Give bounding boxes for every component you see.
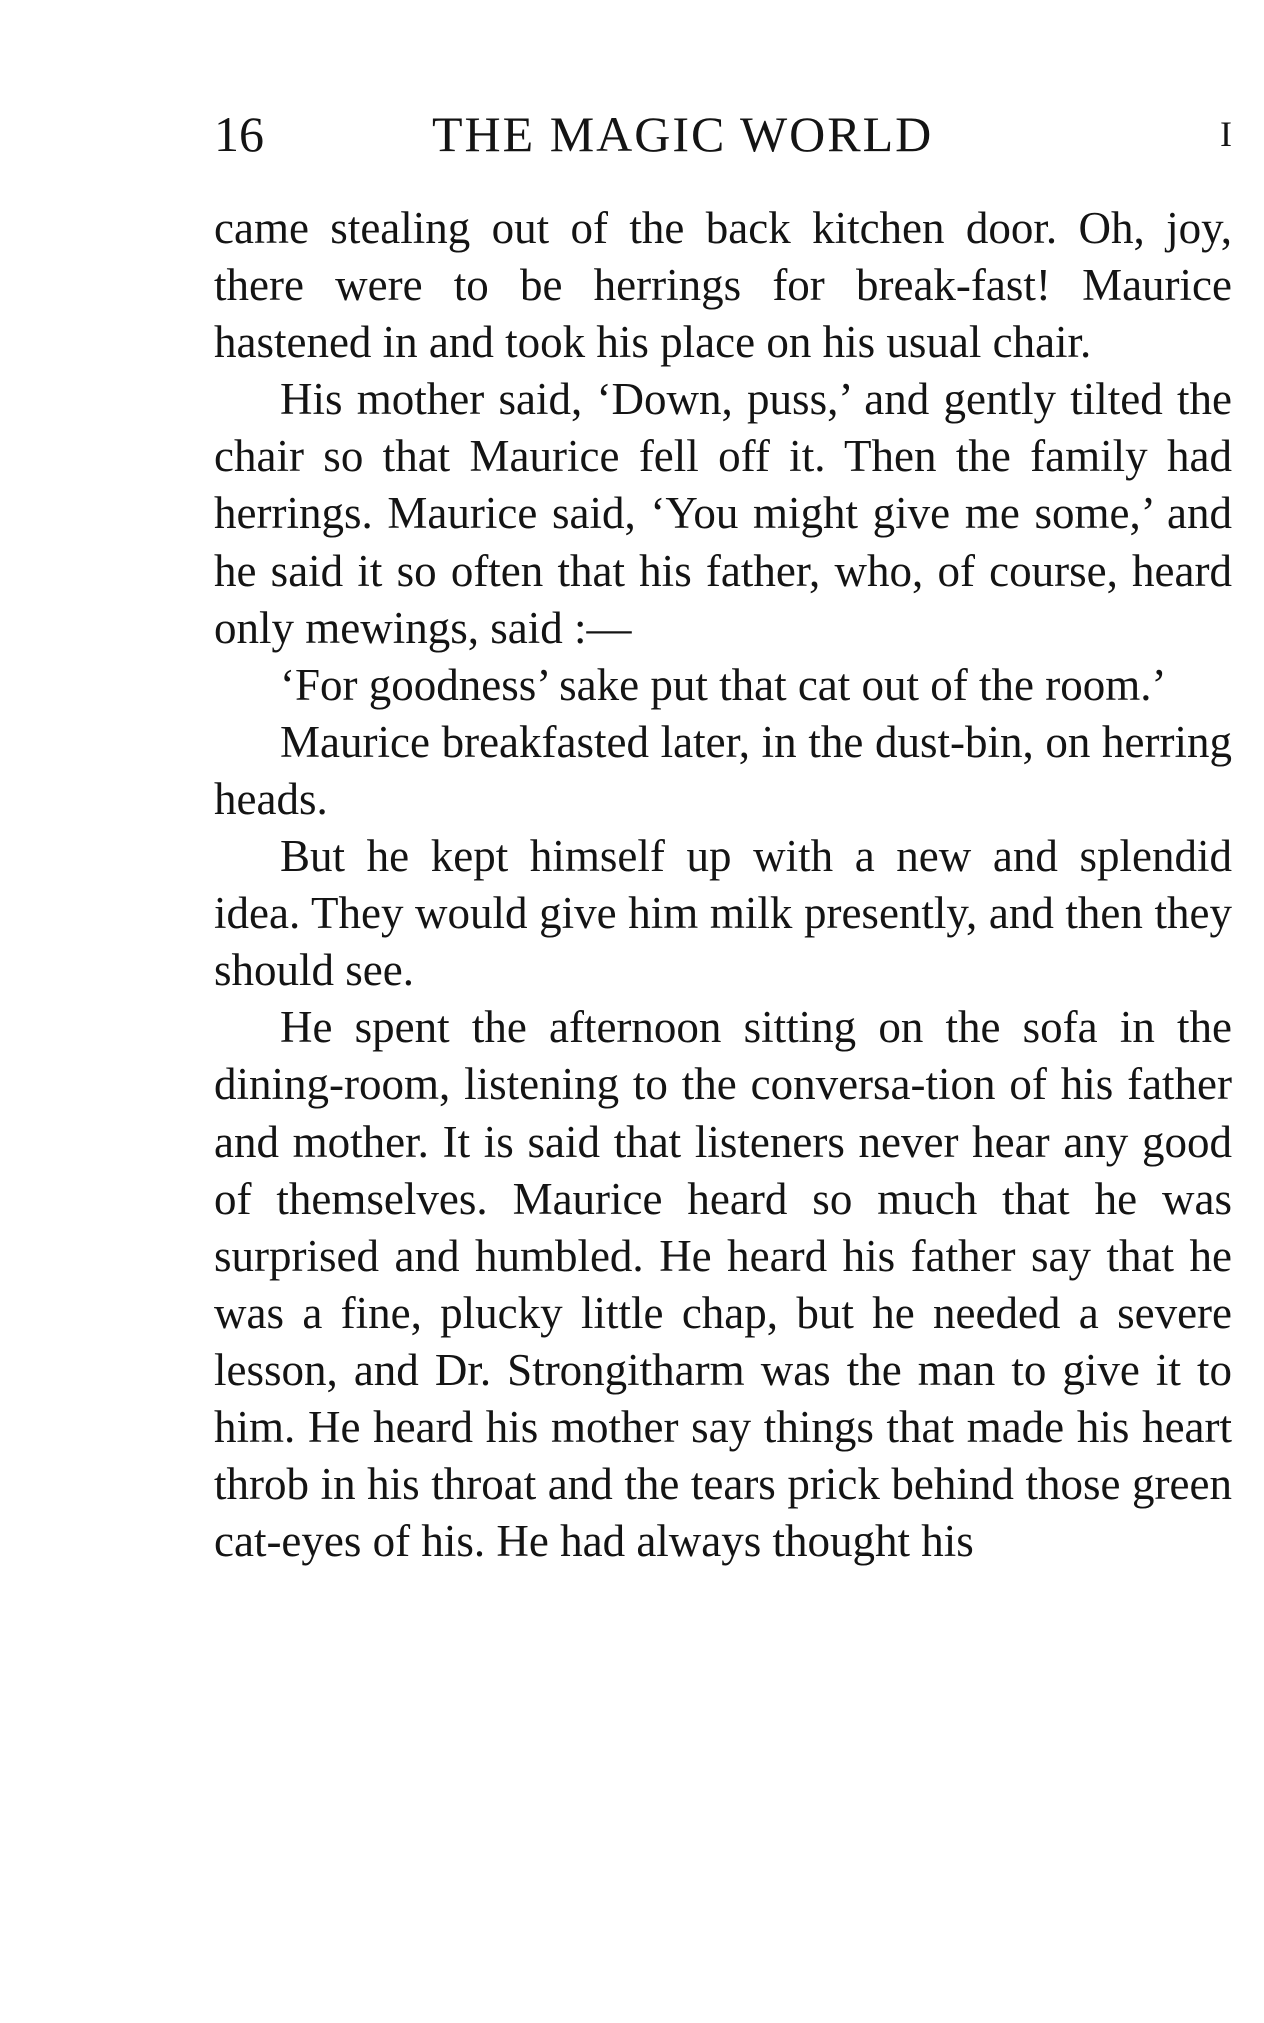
paragraph: He spent the afternoon sitting on the sofa in the dining-room, listening to the conversa-tion of his father and mother. It is said that listeners never hear any good of themselves. Maurice heard so much that he was surprised and humbled. He heard his father say that he was a fine, plucky little chap, but he needed a severe lesson, and Dr. Strongitharm was the man to give it to him. He heard his mother say things that made his heart throb in his throat and the tears prick behind those green cat-eyes of his. He had always thought his [214,1002,1232,1567]
page-body-text [214,200,1232,1570]
paragraph: ‘For goodness’ sake put that cat out of the room.’ [280,659,1167,710]
running-title: THE MAGIC WORLD [432,106,934,162]
running-header [214,104,1232,164]
paragraph: came stealing out of the back kitchen door. Oh, joy, there were to be herrings for break-fast! Maurice hastened in and took his place on his usual chair. [214,203,1232,368]
signature-mark: I [1220,114,1232,154]
page-number: 16 [214,106,264,162]
paragraph: His mother said, ‘Down, puss,’ and gently tilted the chair so that Maurice fell off it. Then the family had herrings. Maurice said, ‘You might give me some,’ and he said it so often that his father, who, of course, heard only mewings, said :— [214,374,1232,653]
paragraph: Maurice breakfasted later, in the dust-bin, on herring heads. [214,716,1232,824]
paragraph: But he kept himself up with a new and splendid idea. They would give him milk presently, and then they should see. [214,831,1232,996]
